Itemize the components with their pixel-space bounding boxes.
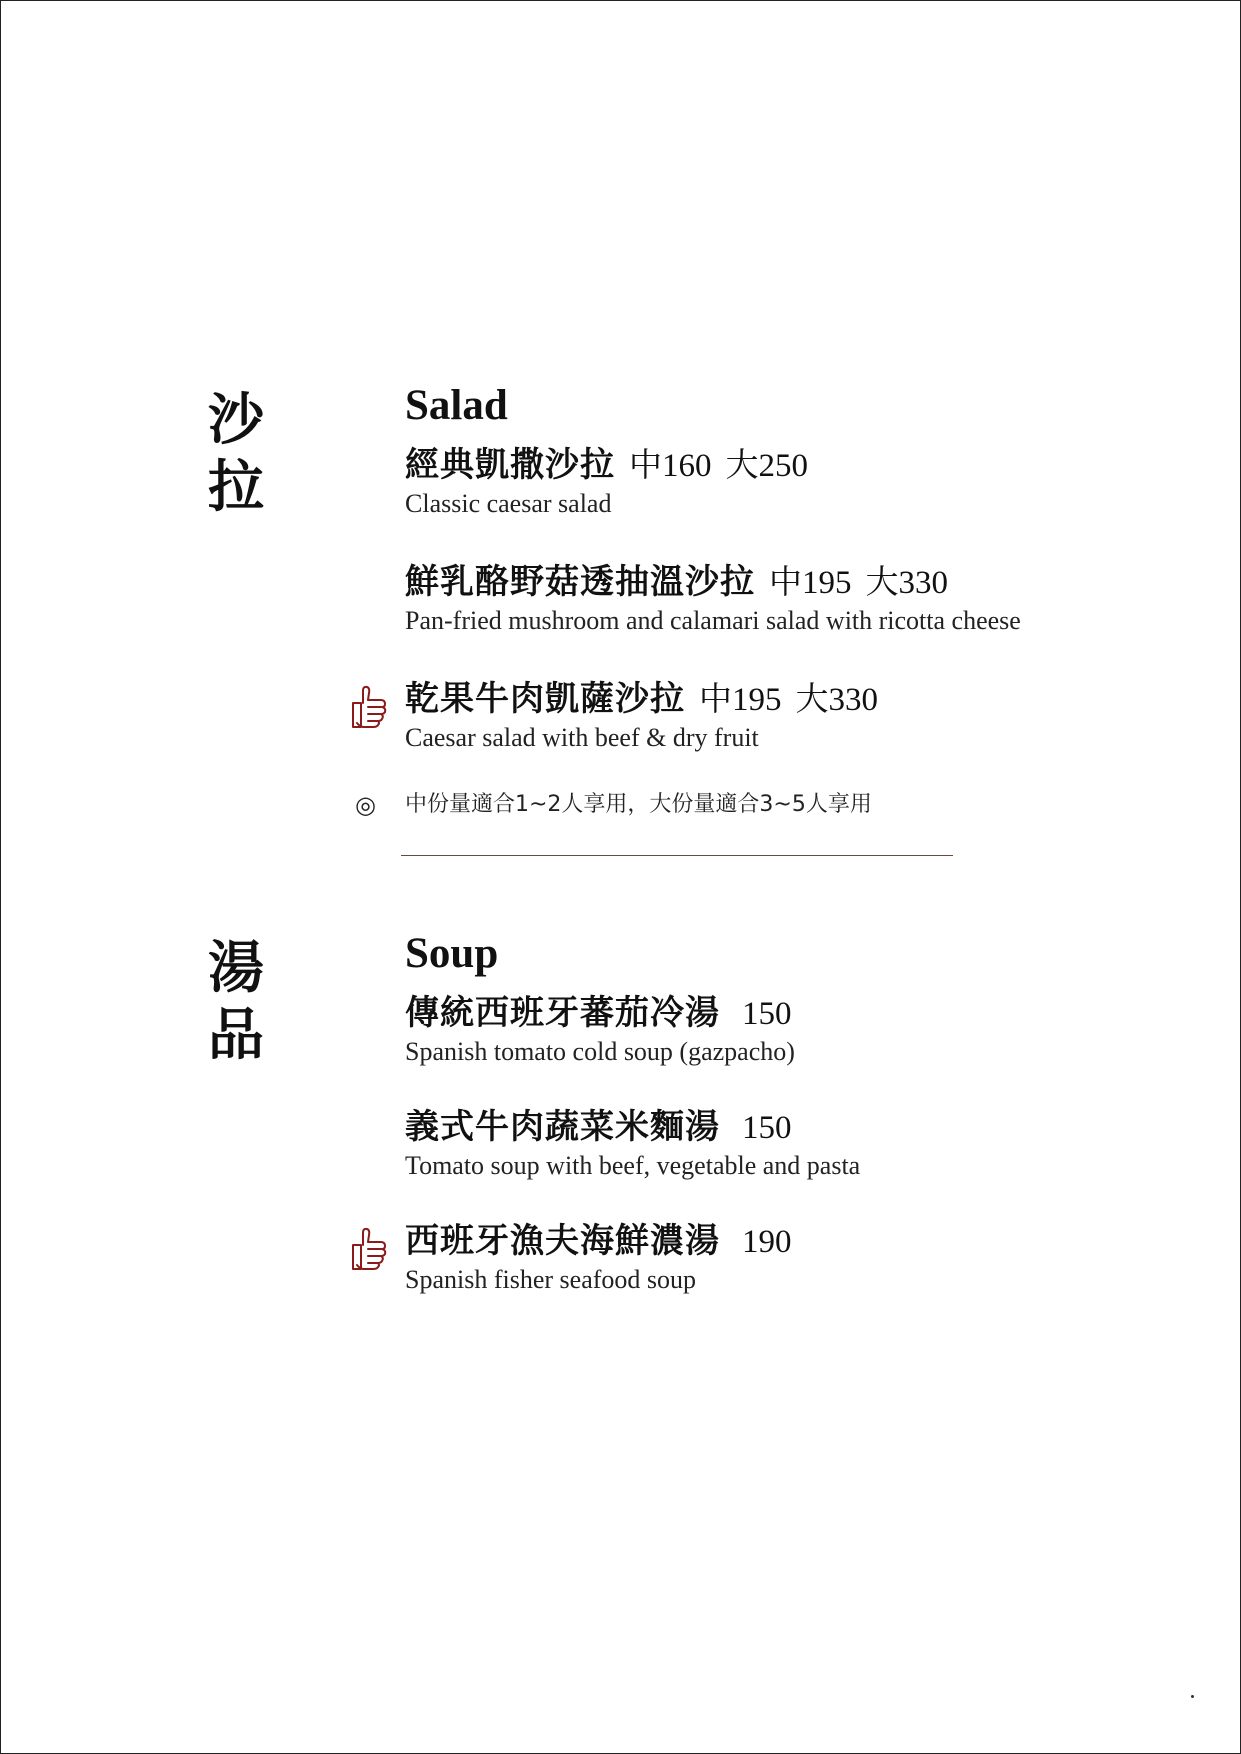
item-name-zh: 經典凱撒沙拉 — [405, 445, 615, 485]
item-name-en: Spanish tomato cold soup (gazpacho) — [405, 1037, 795, 1066]
item-name-zh: 傳統西班牙蕃茄冷湯 — [405, 993, 720, 1033]
menu-item — [405, 443, 1185, 560]
soup-title-en: Soup — [405, 930, 499, 977]
item-price: 190 — [742, 1224, 792, 1260]
salad-title-en: Salad — [405, 382, 508, 429]
salad-title-char: 拉 — [208, 454, 264, 520]
item-price-medium: 中195 — [769, 565, 852, 601]
item-name-zh: 西班牙漁夫海鮮濃湯 — [405, 1221, 720, 1261]
portion-note — [355, 790, 1185, 830]
bullseye-icon: ◎ — [355, 791, 376, 819]
item-name-en: Spanish fisher seafood soup — [405, 1265, 697, 1294]
item-price: 150 — [742, 996, 792, 1032]
item-name-en: Pan-fried mushroom and calamari salad with ricotta cheese — [405, 606, 1021, 635]
soup-vertical-title — [205, 935, 267, 1069]
item-name-zh: 乾果牛肉凱薩沙拉 — [405, 679, 685, 719]
item-price-large: 大250 — [725, 448, 808, 484]
menu-item-recommended — [405, 677, 1185, 794]
section-divider — [401, 855, 953, 856]
soup-content — [405, 929, 1185, 1336]
menu-item — [405, 991, 1185, 1105]
soup-title-char: 湯 — [208, 935, 264, 1001]
item-name-en: Caesar salad with beef & dry fruit — [405, 723, 759, 752]
item-name-zh: 鮮乳酪野菇透抽溫沙拉 — [405, 562, 755, 602]
item-name-en: Classic caesar salad — [405, 489, 612, 518]
salad-vertical-title — [205, 387, 267, 521]
soup-title-char: 品 — [208, 1002, 264, 1068]
thumbs-up-icon — [349, 1225, 389, 1271]
item-price-medium: 中160 — [629, 448, 712, 484]
item-price-large: 大330 — [865, 565, 948, 601]
corner-dot — [1191, 1695, 1194, 1698]
item-name-en: Tomato soup with beef, vegetable and pasta — [405, 1151, 861, 1180]
item-price: 150 — [742, 1110, 792, 1146]
salad-content — [355, 381, 1185, 830]
item-name-zh: 義式牛肉蔬菜米麵湯 — [405, 1107, 720, 1147]
menu-item-recommended — [405, 1219, 1185, 1336]
salad-title-char: 沙 — [208, 387, 264, 453]
thumbs-up-icon — [349, 683, 389, 729]
menu-item — [405, 560, 1185, 677]
item-price-large: 大330 — [795, 682, 878, 718]
item-price-medium: 中195 — [699, 682, 782, 718]
portion-note-text: 中份量適合1~2人享用，大份量適合3~5人享用 — [405, 792, 872, 817]
menu-item — [405, 1105, 1185, 1219]
